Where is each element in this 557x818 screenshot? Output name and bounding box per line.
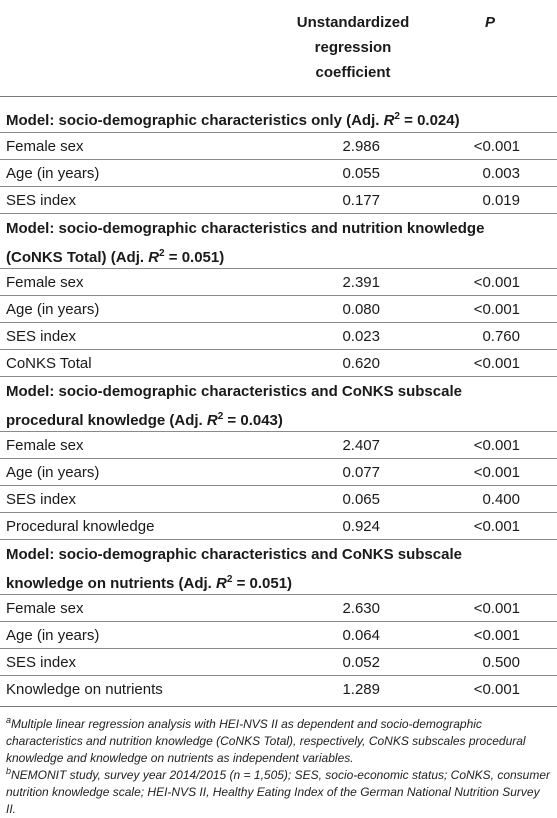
footnote-a: $^a$Multiple linear regression analysis with HEI-NVS II as dependent and socio-demographic characteristics and nutrition knowledge (CoNKS Total), respectively, CoNKS subscales procedural knowledge and knowledge on nutrients as independent variables. [6, 715, 526, 765]
table-row: Age (in years) 0.064 <0.001 [6, 627, 520, 644]
table-row: Procedural knowledge 0.924 <0.001 [6, 518, 520, 535]
table-row: SES index 0.052 0.500 [6, 654, 520, 671]
header-divider [0, 96, 557, 97]
table-row: Female sex 2.391 <0.001 [6, 274, 520, 291]
table-row: Female sex 2.407 <0.001 [6, 437, 520, 454]
column-header-coefficient: Unstandardized regression coefficient [296, 14, 410, 81]
table-row: SES index 0.023 0.760 [6, 328, 520, 345]
table-row: SES index 0.065 0.400 [6, 491, 520, 508]
model-4-title: Model: socio-demographic characteristics and CoNKS subscale knowledge on nutrients (Adj. $R^2 = 0.051$) [6, 546, 462, 592]
row-divider [0, 376, 557, 377]
table-row: Female sex 2.630 <0.001 [6, 600, 520, 617]
model-3-title: Model: socio-demographic characteristics and CoNKS subscale procedural knowledge (Adj. $R^2 = 0.043$) [6, 383, 462, 429]
table-row: Age (in years) 0.077 <0.001 [6, 464, 520, 481]
model-2-title: Model: socio-demographic characteristics and nutrition knowledge (CoNKS Total) (Adj. $R^2 = 0.051$) [6, 220, 485, 266]
model-1-title: Model: socio-demographic characteristics only (Adj. $R^2 = 0.024$) [6, 111, 460, 129]
footnote-b: $^b$NEMONIT study, survey year 2014/2015 (n = 1,505); SES, socio-economic status; CoNKS, consumer nutrition knowledge scale; HEI-NVS II, Healthy Eating Index of the German National Nutrition Survey II. [6, 766, 551, 816]
table-row: Knowledge on nutrients 1.289 <0.001 [6, 681, 520, 698]
table-row: Female sex 2.986 <0.001 [6, 138, 520, 155]
column-header-p: P [484, 14, 495, 31]
table-row: CoNKS Total 0.620 <0.001 [6, 355, 520, 372]
table-row: Age (in years) 0.080 <0.001 [6, 301, 520, 318]
table-row: Age (in years) 0.055 0.003 [6, 165, 520, 182]
table-row: SES index 0.177 0.019 [6, 192, 520, 209]
row-divider [0, 213, 557, 214]
row-divider [0, 539, 557, 540]
table-bottom-rule [0, 706, 557, 707]
